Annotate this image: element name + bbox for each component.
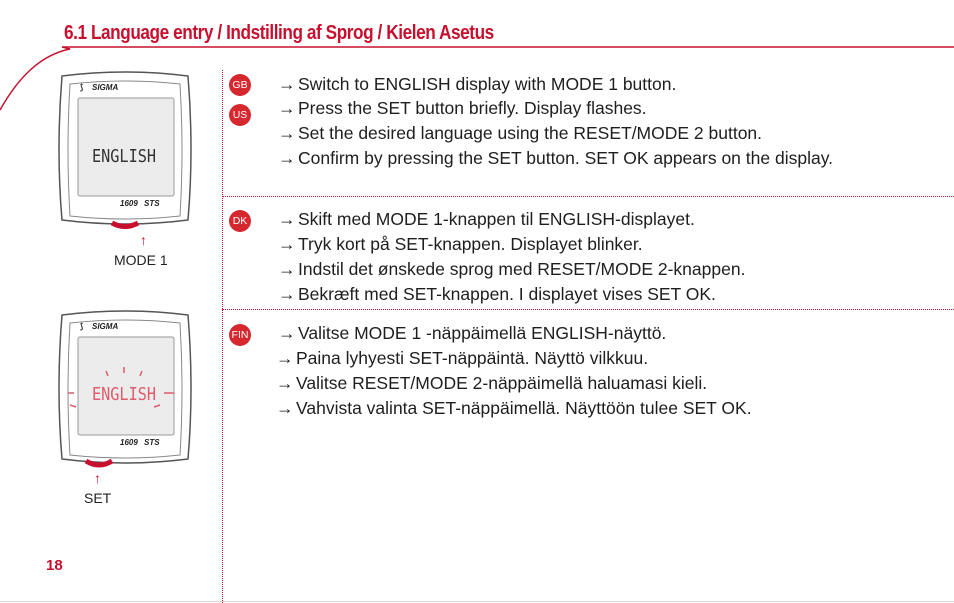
- instruction-step: → Paina lyhyesti SET-näppäintä. Näyttö vilkkuu.: [276, 348, 649, 368]
- flag-dk-icon: DK: [229, 210, 251, 232]
- page-title: 6.1 Language entry / Indstilling af Sprog / Kielen Asetus: [64, 22, 494, 44]
- instruction-step: → Switch to ENGLISH display with MODE 1 button.: [278, 74, 677, 94]
- flag-fin-icon: FIN: [229, 324, 251, 346]
- arrow-right-icon: →: [278, 148, 296, 168]
- set-button-label: SET: [84, 490, 112, 506]
- instruction-step: → Confirm by pressing the SET button. SET OK appears on the display.: [278, 148, 834, 168]
- bike-computer-device-set: [56, 309, 194, 469]
- device-model: 1609: [120, 199, 138, 208]
- section-divider: [222, 196, 954, 197]
- arrow-right-icon: →: [278, 284, 296, 304]
- arrow-right-icon: →: [278, 323, 296, 343]
- instruction-step: → Press the SET button briefly. Display flashes.: [278, 98, 647, 118]
- svg-text:⟆: ⟆: [80, 83, 84, 92]
- arrow-right-icon: →: [278, 123, 296, 143]
- mode1-button-label: MODE 1: [114, 252, 168, 268]
- instruction-step: → Set the desired language using the RESET/MODE 2 button.: [278, 123, 763, 143]
- page-number: 18: [46, 557, 63, 574]
- device-brand: SIGMA: [92, 322, 119, 331]
- flag-us-icon: US: [229, 104, 251, 126]
- bike-computer-device-mode1: [56, 70, 194, 230]
- instruction-step: → Indstil det ønskede sprog med RESET/MODE 2-knappen.: [278, 259, 746, 279]
- section-divider: [222, 309, 954, 310]
- arrow-right-icon: →: [278, 234, 296, 254]
- lcd-display-text: ENGLISH: [92, 146, 156, 167]
- device-model-suffix: STS: [144, 199, 160, 208]
- device-brand: SIGMA: [92, 83, 119, 92]
- lcd-display-text-flashing: ENGLISH: [92, 384, 156, 405]
- arrow-right-icon: →: [278, 98, 296, 118]
- instruction-step: → Tryk kort på SET-knappen. Displayet blinker.: [278, 234, 643, 254]
- flag-gb-icon: GB: [229, 74, 251, 96]
- arrow-right-icon: →: [276, 348, 294, 368]
- instruction-step: → Valitse MODE 1 -näppäimellä ENGLISH-näyttö.: [278, 323, 667, 343]
- device-model-suffix: STS: [144, 438, 160, 447]
- column-divider: [222, 70, 223, 603]
- svg-text:⟆: ⟆: [80, 322, 84, 331]
- arrow-right-icon: →: [276, 373, 294, 393]
- page-bottom-rule: [0, 601, 954, 602]
- device-model: 1609: [120, 438, 138, 447]
- instruction-step: → Valitse RESET/MODE 2-näppäimellä haluamasi kieli.: [276, 373, 708, 393]
- instruction-step: → Bekræft med SET-knappen. I displayet vises SET OK.: [278, 284, 716, 304]
- up-arrow-icon: ↑: [140, 232, 147, 248]
- arrow-right-icon: →: [278, 259, 296, 279]
- arrow-right-icon: →: [276, 398, 294, 418]
- arrow-right-icon: →: [278, 209, 296, 229]
- instruction-step: → Vahvista valinta SET-näppäimellä. Näyttöön tulee SET OK.: [276, 398, 752, 418]
- arrow-right-icon: →: [278, 74, 296, 94]
- up-arrow-icon: ↑: [94, 470, 101, 486]
- instruction-step: → Skift med MODE 1-knappen til ENGLISH-displayet.: [278, 209, 695, 229]
